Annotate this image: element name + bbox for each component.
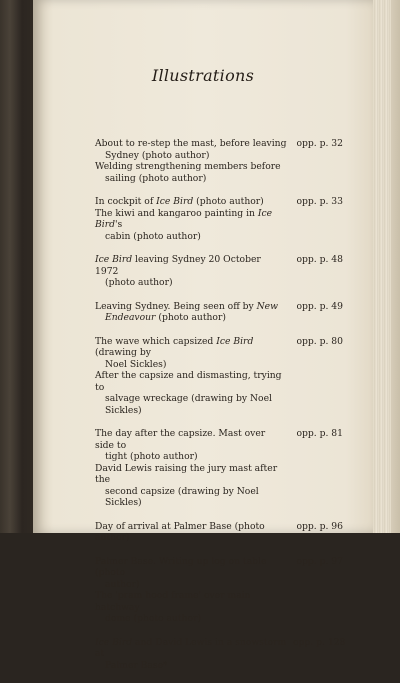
page-reference: opp. p. 81 bbox=[296, 428, 343, 439]
caption-text: The wave which capsized bbox=[95, 335, 217, 347]
caption-text: and David Lewis in a snowstorm at bbox=[95, 636, 287, 659]
illustration-caption bbox=[95, 428, 293, 463]
caption-text: Palmer Base. Writing up log on table (photo bbox=[95, 555, 267, 578]
caption-line bbox=[95, 579, 287, 591]
caption-text: The kiwi and kangaroo painting in bbox=[95, 207, 258, 219]
caption-line bbox=[95, 590, 287, 613]
illustration-item bbox=[95, 521, 343, 544]
illustration-item bbox=[95, 161, 343, 184]
caption-italic-text: Ice Bird bbox=[95, 636, 133, 648]
caption-line bbox=[95, 451, 287, 463]
illustration-caption bbox=[95, 637, 293, 672]
caption-line bbox=[95, 463, 287, 486]
caption-text: Sydney (photo author) bbox=[105, 149, 210, 161]
caption-text: tight (photo author) bbox=[105, 451, 198, 462]
caption-text: 's bbox=[114, 219, 123, 230]
caption-line bbox=[95, 556, 287, 579]
caption-text: (photo author) bbox=[193, 196, 264, 207]
page-reference: opp. p. 96 bbox=[296, 520, 343, 532]
illustration-item bbox=[95, 196, 343, 208]
caption-text: (drawing by bbox=[95, 347, 151, 358]
illustration-item bbox=[95, 254, 343, 289]
illustration-entry-group bbox=[95, 636, 346, 672]
caption-text: leaving Sydney 20 October 1972 bbox=[95, 254, 261, 277]
illustration-caption bbox=[95, 590, 293, 625]
caption-text: second capsize (drawing by Noel Sickles) bbox=[105, 485, 259, 508]
illustration-item bbox=[95, 463, 343, 509]
page-reference: opp. p. 80 bbox=[296, 335, 343, 347]
illustration-item bbox=[95, 208, 343, 243]
illustration-entry-group bbox=[95, 428, 343, 509]
caption-line bbox=[95, 277, 287, 289]
caption-text: Palmer Base* bbox=[105, 659, 168, 671]
illustration-caption bbox=[95, 336, 293, 371]
illustration-entry-group bbox=[95, 556, 343, 625]
caption-line bbox=[95, 254, 287, 277]
illustration-caption bbox=[95, 556, 293, 591]
illustration-entry-group bbox=[95, 196, 343, 242]
illustration-item bbox=[95, 556, 343, 591]
caption-text: About to re-step the mast, before leaving bbox=[95, 138, 287, 149]
illustration-item bbox=[95, 301, 343, 324]
caption-text: cabin (photo author) bbox=[105, 230, 201, 242]
caption-text: Noel Sickles) bbox=[105, 358, 167, 370]
illustrations-list bbox=[95, 138, 346, 683]
caption-line bbox=[95, 660, 287, 672]
caption-text: Day of arrival at Palmer Base (photo author) bbox=[95, 520, 265, 543]
caption-line bbox=[95, 393, 287, 416]
caption-text: author) bbox=[105, 578, 140, 590]
illustration-item bbox=[95, 370, 343, 416]
caption-text: The day after the capsize. Mast over side to bbox=[95, 428, 266, 451]
caption-line bbox=[95, 208, 287, 231]
caption-italic-text: New bbox=[256, 300, 278, 312]
caption-italic-text: Ice Bird bbox=[216, 335, 254, 347]
caption-line bbox=[95, 521, 287, 544]
page-reference: opp. p. 48 bbox=[296, 254, 343, 265]
illustration-caption bbox=[95, 196, 293, 208]
caption-italic-text: Endeavour bbox=[105, 312, 156, 323]
illustration-entry-group bbox=[95, 254, 343, 289]
illustration-caption bbox=[95, 254, 293, 289]
caption-text: After the capsize and dismasting, trying to bbox=[95, 370, 282, 393]
illustration-item bbox=[95, 428, 343, 463]
page-reference: opp. p. 33 bbox=[296, 196, 343, 207]
caption-line bbox=[95, 231, 287, 243]
caption-line bbox=[95, 173, 287, 185]
caption-line bbox=[95, 196, 287, 208]
caption-text: David Lewis raising the jury mast after the bbox=[95, 462, 278, 485]
illustration-entry-group bbox=[95, 521, 343, 544]
caption-italic-text: Ice Bird bbox=[95, 207, 273, 230]
caption-line bbox=[95, 138, 287, 150]
caption-text: salvage wreckage (drawing by Noel Sickles) bbox=[105, 393, 272, 416]
illustration-caption bbox=[95, 301, 293, 324]
illustration-caption bbox=[95, 463, 293, 509]
caption-line bbox=[95, 336, 287, 359]
illustration-entry-group bbox=[95, 301, 343, 324]
illustration-caption bbox=[95, 161, 293, 184]
illustration-item bbox=[95, 590, 343, 625]
page-reference: opp. p. 49 bbox=[296, 300, 343, 312]
illustration-entry-group bbox=[95, 336, 343, 417]
caption-line bbox=[95, 161, 287, 173]
page-reference: opp. p. 97 bbox=[296, 555, 343, 567]
caption-text: Welding strengthening members before bbox=[95, 161, 281, 172]
page-reference: opp. p. 128 bbox=[293, 636, 346, 648]
caption-line bbox=[95, 359, 287, 371]
caption-italic-text: Ice Bird bbox=[156, 196, 194, 207]
illustration-caption bbox=[95, 138, 293, 161]
caption-italic-text: Ice Bird bbox=[95, 254, 133, 265]
page-edges bbox=[373, 0, 400, 533]
caption-line bbox=[95, 613, 287, 625]
illustration-item bbox=[95, 138, 343, 161]
caption-text: dome (photo author) bbox=[105, 613, 202, 624]
caption-line bbox=[95, 637, 287, 660]
illustration-caption bbox=[95, 370, 293, 416]
caption-line bbox=[95, 428, 287, 451]
caption-text: Leaving Sydney. Being seen off by bbox=[95, 300, 257, 312]
caption-text: (photo author) bbox=[155, 312, 226, 323]
illustration-caption bbox=[95, 521, 293, 544]
illustration-item bbox=[95, 636, 346, 672]
illustration-entry-group bbox=[95, 138, 343, 184]
caption-line bbox=[95, 370, 287, 393]
illustration-caption bbox=[95, 208, 293, 243]
page-heading: Illustrations bbox=[151, 66, 255, 85]
caption-text: (photo author) bbox=[105, 277, 173, 288]
illustration-item bbox=[95, 336, 343, 371]
caption-line bbox=[95, 312, 287, 324]
caption-line bbox=[95, 150, 287, 162]
caption-line bbox=[95, 301, 287, 313]
caption-text: The 'pram hood frame' over main hatchway bbox=[95, 590, 251, 613]
page-reference: opp. p. 32 bbox=[296, 138, 343, 149]
caption-text: sailing (photo author) bbox=[105, 172, 207, 184]
caption-text: In cockpit of bbox=[95, 196, 157, 207]
caption-line bbox=[95, 486, 287, 509]
